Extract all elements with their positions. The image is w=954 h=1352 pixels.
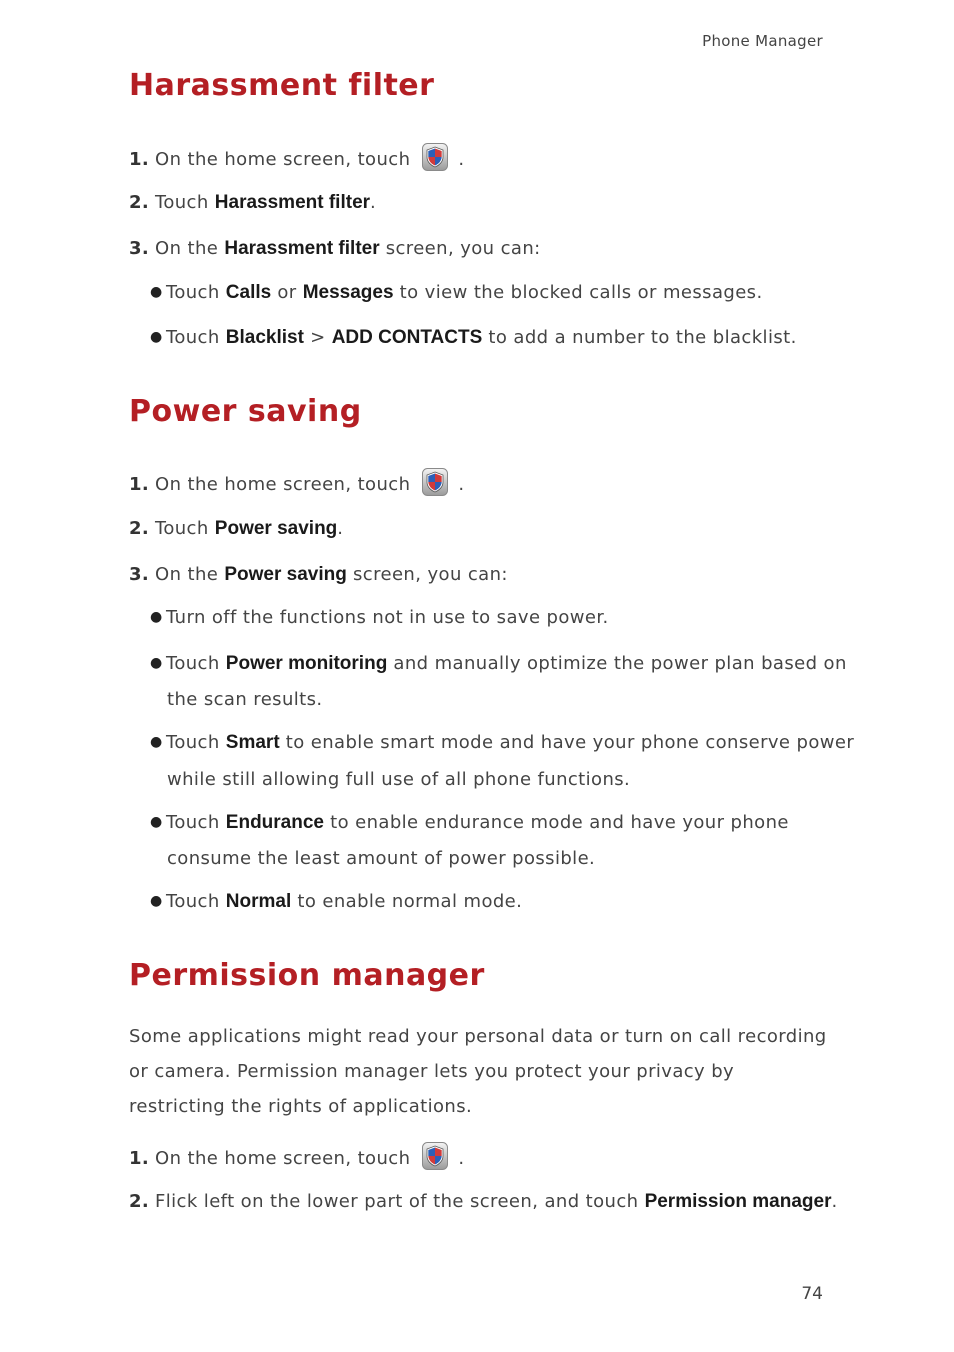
step-3: 3. On the Harassment filter screen, you can: <box>129 238 541 259</box>
bullet-item: ● Touch Endurance to enable endurance mode and have your phone <box>150 812 789 833</box>
bullet-icon: ● <box>150 284 163 300</box>
step-2: 2. Flick left on the lower part of the screen, and touch Permission manager. <box>129 1191 838 1212</box>
bullet-continuation: while still allowing full use of all phone functions. <box>167 769 631 790</box>
section-title-harassment-filter: Harassment filter <box>129 68 435 103</box>
phone-manager-shield-icon <box>422 1142 448 1170</box>
bullet-icon: ● <box>150 329 163 345</box>
bullet-icon: ● <box>150 734 163 750</box>
bullet-icon: ● <box>150 814 163 830</box>
bullet-item: ● Touch Normal to enable normal mode. <box>150 891 523 912</box>
bullet-item: ● Turn off the functions not in use to save power. <box>150 607 609 628</box>
bullet-icon: ● <box>150 893 163 909</box>
section-title-permission-manager: Permission manager <box>129 958 485 993</box>
step-3: 3. On the Power saving screen, you can: <box>129 564 508 585</box>
phone-manager-shield-icon <box>422 468 448 496</box>
step-2: 2. Touch Power saving. <box>129 518 344 539</box>
bullet-item: ● Touch Power monitoring and manually optimize the power plan based on <box>150 653 847 674</box>
intro-paragraph: Some applications might read your personal data or turn on call recording or camera. Permission manager lets you protect your privacy by restricting the rights of applications. <box>129 1026 827 1117</box>
running-header: Phone Manager <box>702 32 823 50</box>
bullet-continuation: the scan results. <box>167 689 323 710</box>
bullet-icon: ● <box>150 609 163 625</box>
section-title-power-saving: Power saving <box>129 394 362 429</box>
step-2: 2. Touch Harassment filter. <box>129 192 377 213</box>
bullet-item: ● Touch Smart to enable smart mode and have your phone conserve power <box>150 732 855 753</box>
bullet-icon: ● <box>150 655 163 671</box>
bullet-item: ● Touch Blacklist > ADD CONTACTS to add a number to the blacklist. <box>150 327 797 348</box>
bullet-continuation: consume the least amount of power possible. <box>167 848 596 869</box>
step-1: 1. On the home screen, touch . <box>129 471 465 499</box>
step-1: 1. On the home screen, touch . <box>129 146 465 174</box>
step-1: 1. On the home screen, touch . <box>129 1145 465 1173</box>
bullet-item: ● Touch Calls or Messages to view the blocked calls or messages. <box>150 282 763 303</box>
phone-manager-shield-icon <box>422 143 448 171</box>
page-number: 74 <box>801 1284 823 1304</box>
